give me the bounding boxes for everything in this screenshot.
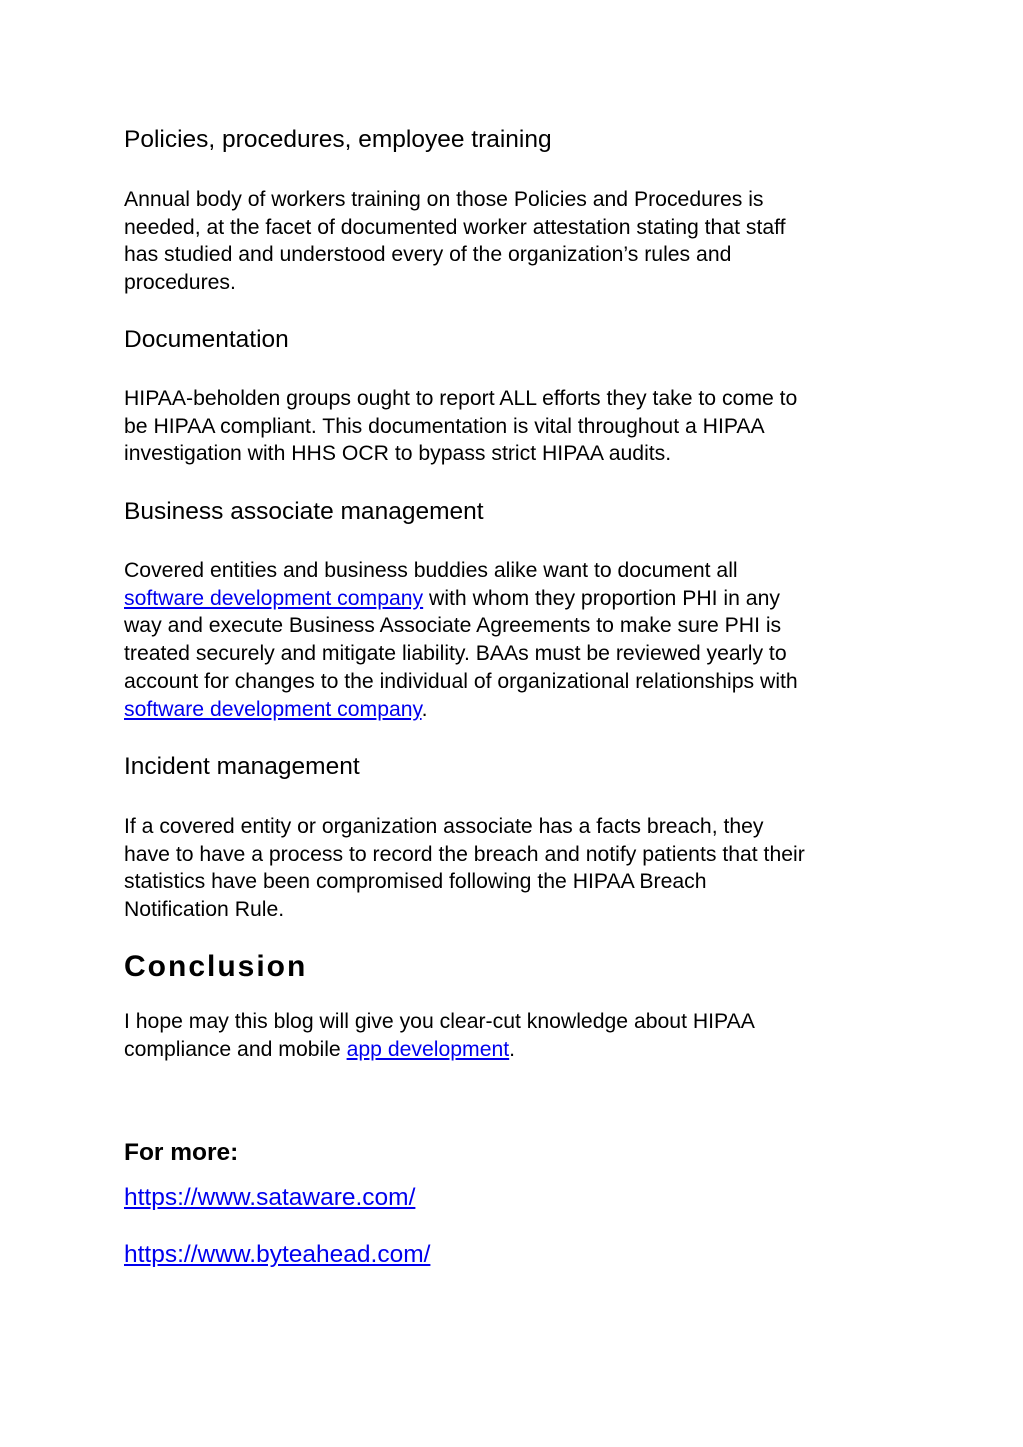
- text-fragment: with whom they proportion PHI in any: [423, 586, 780, 610]
- text-line: [124, 696, 914, 724]
- text-line: If a covered entity or organization associate has a facts breach, they: [124, 815, 764, 838]
- paragraph-conclusion: [124, 1008, 914, 1063]
- heading-policies-training: Policies, procedures, employee training: [124, 126, 552, 153]
- text-line: statistics have been compromised following the HIPAA Breach: [124, 870, 707, 894]
- heading-for-more: For more:: [124, 1139, 239, 1166]
- sataware-link[interactable]: https://www.sataware.com/: [124, 1184, 416, 1211]
- heading-business-associate: Business associate management: [124, 498, 484, 525]
- paragraph-incident-management: [124, 813, 914, 924]
- text-line: account for changes to the individual of organizational relationships with: [124, 669, 798, 693]
- heading-incident-management: Incident management: [124, 753, 360, 780]
- byteahead-link[interactable]: https://www.byteahead.com/: [124, 1241, 431, 1268]
- paragraph-policies-training: [124, 186, 914, 297]
- text-line: [124, 585, 914, 613]
- text-line: be HIPAA compliant. This documentation is vital throughout a HIPAA: [124, 414, 765, 438]
- software-development-company-link[interactable]: software development company: [124, 586, 424, 610]
- heading-conclusion: Conclusion: [124, 950, 308, 983]
- text-fragment: .: [421, 697, 428, 721]
- text-line: HIPAA-beholden groups ought to report ALL efforts they take to come to: [124, 387, 798, 410]
- text-fragment: compliance and mobile: [124, 1037, 347, 1061]
- text-fragment: .: [509, 1037, 516, 1061]
- text-line: Annual body of workers training on those Policies and Procedures is: [124, 188, 764, 211]
- paragraph-documentation: [124, 385, 914, 468]
- text-line: needed, at the facet of documented worker attestation stating that staff: [124, 215, 786, 239]
- text-line: treated securely and mitigate liability. BAAs must be reviewed yearly to: [124, 642, 787, 666]
- paragraph-business-associate: [124, 557, 914, 723]
- text-line: I hope may this blog will give you clear-cut knowledge about HIPAA: [124, 1010, 755, 1033]
- text-line: [124, 1036, 914, 1064]
- text-line: investigation with HHS OCR to bypass strict HIPAA audits.: [124, 442, 672, 466]
- software-development-company-link-2[interactable]: software development company: [124, 697, 422, 721]
- text-line: Notification Rule.: [124, 898, 285, 922]
- text-line: Covered entities and business buddies alike want to document all: [124, 559, 738, 582]
- text-line: way and execute Business Associate Agreements to make sure PHI is: [124, 614, 782, 638]
- app-development-link[interactable]: app development: [346, 1037, 510, 1061]
- text-line: have to have a process to record the breach and notify patients that their: [124, 842, 805, 866]
- text-line: procedures.: [124, 271, 236, 295]
- heading-documentation: Documentation: [124, 326, 289, 353]
- text-line: has studied and understood every of the organization’s rules and: [124, 243, 732, 267]
